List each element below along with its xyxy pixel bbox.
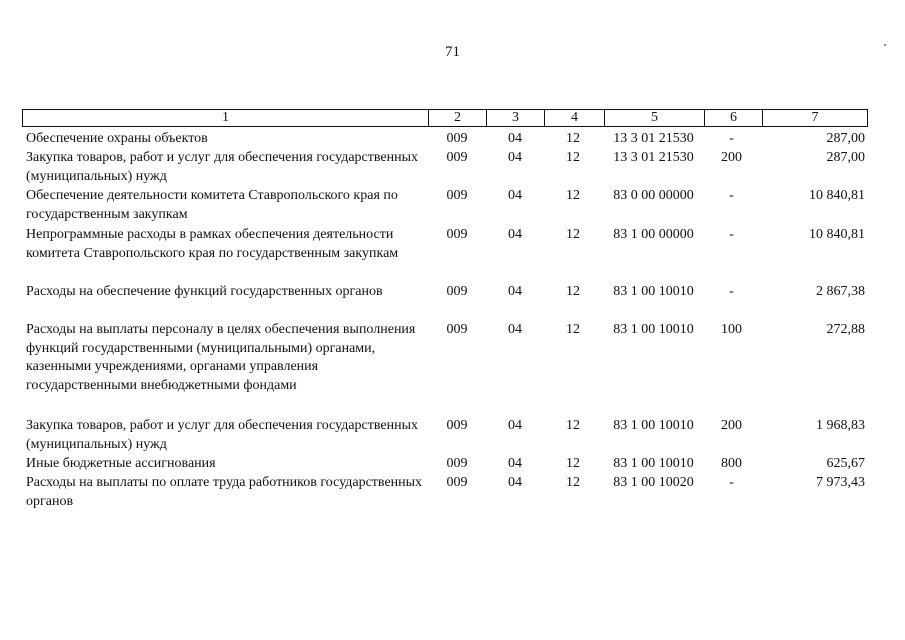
row-col-2: 009 <box>446 418 468 433</box>
row-col-4: 12 <box>566 322 580 337</box>
row-name: Обеспечение деятельности комитета Ставропольского края по государственным закупкам <box>26 188 398 222</box>
page-number: 71 <box>445 44 460 60</box>
row-col-6: - <box>729 131 734 146</box>
row-col-7: 7 973,43 <box>816 475 865 490</box>
header-col-2: 2 <box>429 110 487 126</box>
row-col-2: 009 <box>446 475 468 490</box>
row-col-4: 12 <box>566 227 580 242</box>
row-col-7: 287,00 <box>826 150 865 165</box>
row-col-4: 12 <box>566 456 580 471</box>
row-col-6: - <box>729 284 734 299</box>
row-col-2: 009 <box>446 322 468 337</box>
row-name: Обеспечение охраны объектов <box>26 131 208 146</box>
row-col-2: 009 <box>446 150 468 165</box>
row-col-6: - <box>729 227 734 242</box>
header-col-1: 1 <box>23 110 429 126</box>
row-col-5: 83 1 00 10010 <box>613 418 694 433</box>
row-col-7: 625,67 <box>826 456 865 471</box>
row-name: Закупка товаров, работ и услуг для обеспечения государственных (муниципальных) нужд <box>26 418 419 452</box>
row-col-6: 800 <box>721 456 742 471</box>
row-col-3: 04 <box>508 456 522 471</box>
row-col-2: 009 <box>446 456 468 471</box>
row-name: Расходы на обеспечение функций государственных органов <box>26 284 383 299</box>
row-col-5: 83 1 00 10010 <box>613 322 694 337</box>
row-name: Иные бюджетные ассигнования <box>26 456 216 471</box>
row-col-7: 272,88 <box>826 322 865 337</box>
table-header <box>22 109 868 127</box>
row-name: Расходы на выплаты по оплате труда работников государственных органов <box>26 475 423 509</box>
header-col-6: 6 <box>705 110 763 126</box>
row-col-6: 100 <box>721 322 742 337</box>
row-col-3: 04 <box>508 475 522 490</box>
row-col-3: 04 <box>508 418 522 433</box>
row-col-4: 12 <box>566 150 580 165</box>
header-col-5: 5 <box>605 110 705 126</box>
row-col-7: 10 840,81 <box>809 188 865 203</box>
row-col-7: 2 867,38 <box>816 284 865 299</box>
row-col-5: 83 1 00 10010 <box>613 456 694 471</box>
row-col-3: 04 <box>508 227 522 242</box>
row-col-4: 12 <box>566 188 580 203</box>
row-col-5: 83 1 00 10020 <box>613 475 694 490</box>
row-col-4: 12 <box>566 284 580 299</box>
row-col-2: 009 <box>446 227 468 242</box>
row-col-7: 1 968,83 <box>816 418 865 433</box>
row-col-5: 83 1 00 10010 <box>613 284 694 299</box>
row-col-6: - <box>729 475 734 490</box>
row-col-6: 200 <box>721 418 742 433</box>
row-col-5: 13 3 01 21530 <box>613 150 694 165</box>
row-col-5: 83 0 00 00000 <box>613 188 694 203</box>
row-col-3: 04 <box>508 188 522 203</box>
row-col-4: 12 <box>566 475 580 490</box>
row-col-6: - <box>729 188 734 203</box>
row-col-7: 10 840,81 <box>809 227 865 242</box>
row-name: Непрограммные расходы в рамках обеспечения деятельности комитета Ставропольского края по государственным закупкам <box>26 227 399 261</box>
row-col-3: 04 <box>508 150 522 165</box>
header-col-3: 3 <box>487 110 545 126</box>
row-col-2: 009 <box>446 131 468 146</box>
row-col-2: 009 <box>446 284 468 299</box>
row-col-3: 04 <box>508 322 522 337</box>
row-col-3: 04 <box>508 131 522 146</box>
scan-speck <box>884 44 886 46</box>
row-col-6: 200 <box>721 150 742 165</box>
row-name: Расходы на выплаты персоналу в целях обеспечения выполнения функций государственными (муниципальными) органами, казенными учреждениями, органами управления государственными внебюджетными фондами <box>26 322 416 393</box>
row-col-4: 12 <box>566 131 580 146</box>
row-col-4: 12 <box>566 418 580 433</box>
row-col-3: 04 <box>508 284 522 299</box>
header-col-7: 7 <box>811 110 819 125</box>
header-col-4: 4 <box>545 110 605 126</box>
row-col-7: 287,00 <box>826 131 865 146</box>
row-col-5: 13 3 01 21530 <box>613 131 694 146</box>
row-name: Закупка товаров, работ и услуг для обеспечения государственных (муниципальных) нужд <box>26 150 419 184</box>
row-col-2: 009 <box>446 188 468 203</box>
row-col-5: 83 1 00 00000 <box>613 227 694 242</box>
